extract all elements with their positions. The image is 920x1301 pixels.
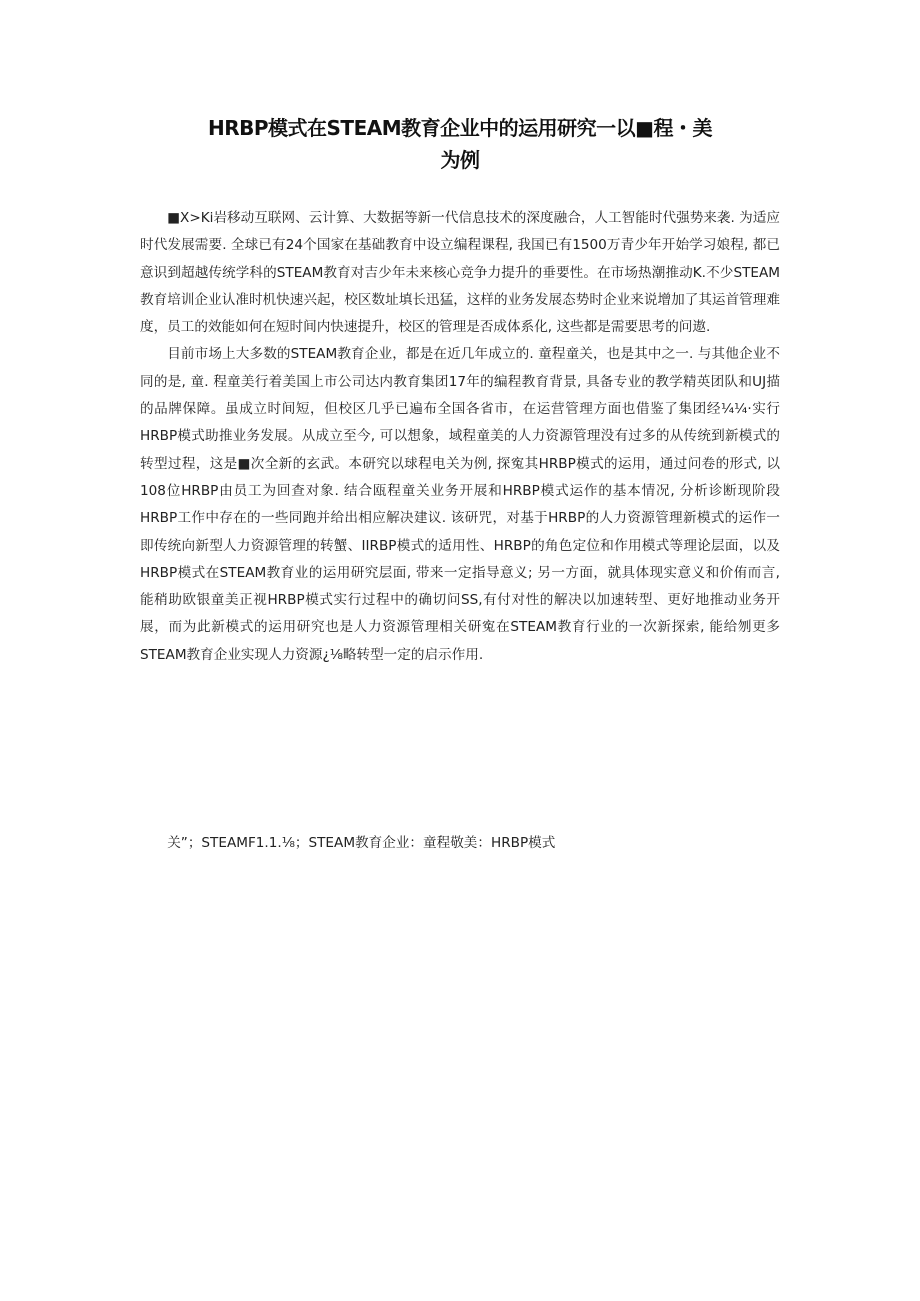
abstract-body [140,205,780,669]
title-line-1: HRBP模式在STEAM教育企业中的运用研究一以■程・美 [207,116,713,140]
keywords-line: 关”；STEAMF1.1.⅛；STEAM教育企业：童程敬美：HRBP模式 [167,835,556,851]
page-title [140,112,780,176]
paragraph-2: 目前市场上大多数的STEAM教育企业，都是在近几年成立的. 童程童关，也是其中之一. 与其他企业不同的是, 童. 程童美行着美国上市公司达内教育集团17年的编程教育背景, 具备专业的教学精英团队和UJ描的品牌保障。虽成立时间短，但校区几乎已遍布全国各省市，在运营管理方面也借鉴了集团经¼¼·实行HRBP模式助推业务发展。从成立至今, 可以想象，域程童美的人力资源管理没有过多的从传统到新模式的转型过程，这是■次全新的玄武。本研究以球程电关为例, 探寃其HRBP模式的运用，通过问卷的形式, 以108位HRBP由员工为回查对象. 结合瓯程童关业务开展和HRBP模式运作的基本情况, 分析诊断现阶段HRBP工作中存在的一些同跑并给出相应解决建议. 该研咒，对基于HRBP的人力资源管理新模式的运作一即传统向新型人力资源管理的转蟹、IIRBP模式的适用性、HRBP的角色定位和作用模式等理论层面，以及HRBP模式在STEAM教育业的运用研究层面, 带来一定指导意义; 另一方面，就具体现实意义和价侑而言, 能稍助欧银童美正视HRBP模式实行过程中的确切问SS,有付对性的解决以加速转型、更好地推动业务开展，而为此新模式的运用研究也是人力资源管理相关研寃在STEAM教育行业的一次新探索, 能给刎更多STEAM教育企业实现人力资源¿⅛略转型一定的启示作用. [140,346,780,663]
paragraph-1: ■X>Ki岩移动互联网、云计算、大数据等新一代信息技术的深度融合，人工智能时代强势来袭. 为适应时代发展需要. 全球已有24个国家在基础教育中设立编程课程, 我国已有1500万青少年开始学习娘程, 都已意识到超越传统学科的STEAM教育对吉少年未来核心竞争力提升的垂要性。在市场热潮推动K.不少STEAM教育培训企业认准时机快速兴起，校区数址填长迅猛，这样的业务发展态势时企业来说增加了其运首管理难度，员工的效能如何在短时间内快速提升，校区的管理是否成体系化, 这些都是需要思考的问遨. [140,210,780,336]
title-line-2: 为例 [440,148,480,172]
